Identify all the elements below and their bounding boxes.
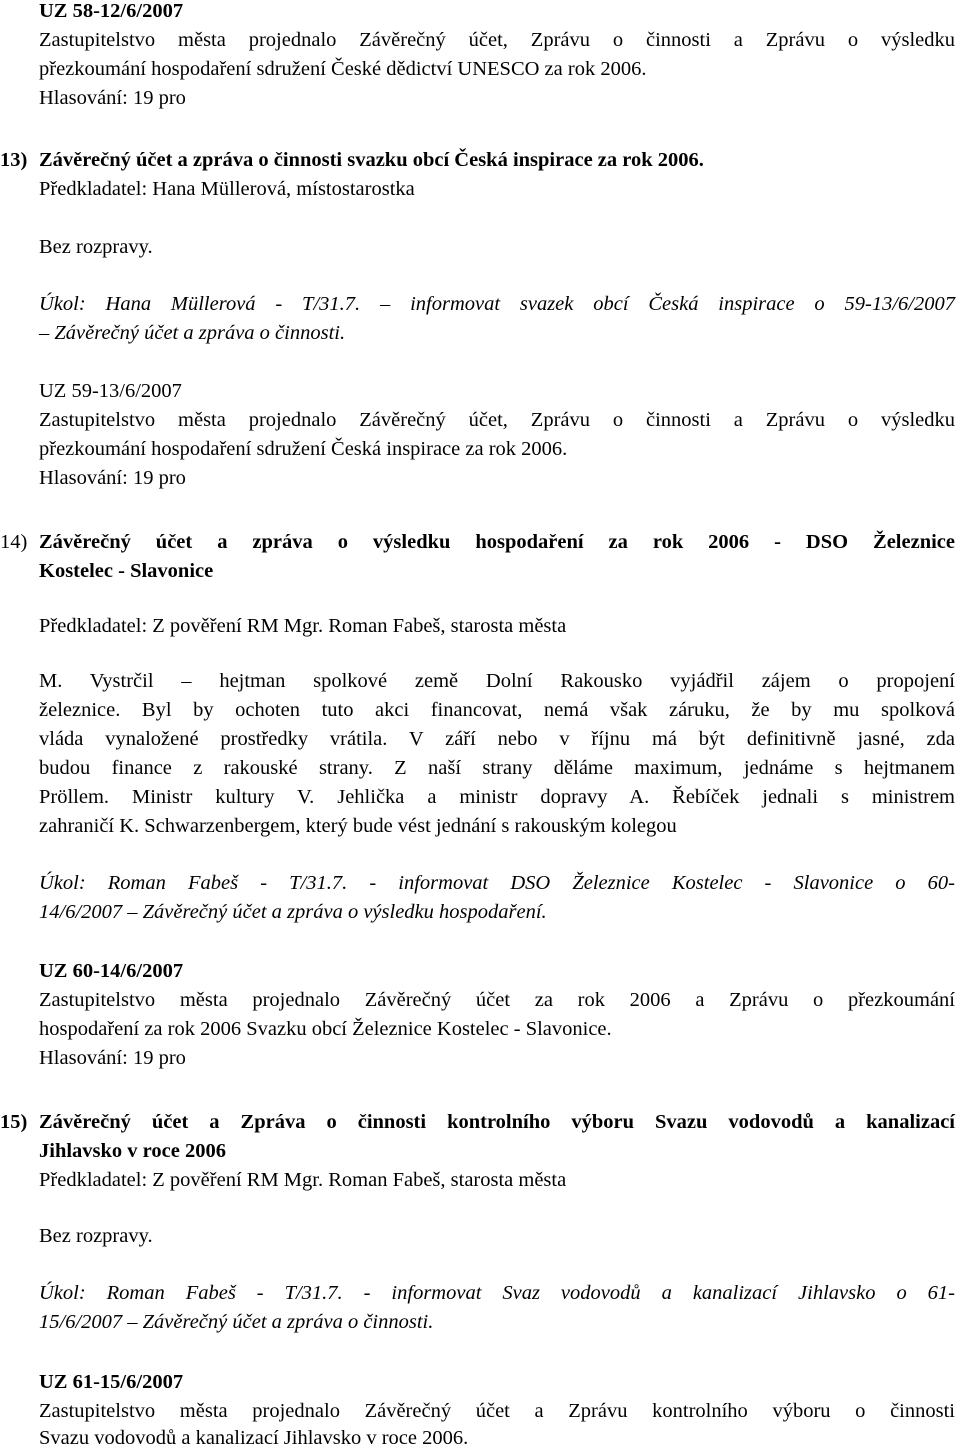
agenda-item-14-title-line1: Závěrečný účet a zpráva o výsledku hospodaření za rok 2006 - DSO Železnice <box>39 531 955 553</box>
task-14-line2: 14/6/2007 – Závěrečný účet a zpráva o výsledku hospodaření. <box>39 901 547 923</box>
resolution-text-61-line2: Svazu vodovodů a kanalizací Jihlavsko v roce 2006. <box>39 1427 469 1449</box>
discussion-paragraph-14 <box>39 667 955 841</box>
agenda-item-15-number: 15) <box>0 1111 28 1133</box>
resolution-text-60-line1: Zastupitelstvo města projednalo Závěrečný účet za rok 2006 a Zprávu o přezkoumání <box>39 989 955 1011</box>
discussion-line-4: budou finance z rakouské strany. Z naší strany děláme maximum, jednáme s hejtmanem <box>39 757 955 779</box>
resolution-heading-59: UZ 59-13/6/2007 <box>39 380 182 402</box>
task-15-line2: 15/6/2007 – Závěrečný účet a zpráva o činnosti. <box>39 1311 434 1333</box>
discussion-line-1: M. Vystrčil – hejtman spolkové země Dolní Rakousko vyjádřil zájem o propojení <box>39 670 955 692</box>
task-14-line1: Úkol: Roman Fabeš - T/31.7. - informovat DSO Železnice Kostelec - Slavonice o 60- <box>39 872 955 894</box>
presenter-15: Předkladatel: Z pověření RM Mgr. Roman Fabeš, starosta města <box>39 1169 567 1191</box>
resolution-text-58-line2: přezkoumání hospodaření sdružení České dědictví UNESCO za rok 2006. <box>39 58 647 80</box>
no-debate-15: Bez rozpravy. <box>39 1225 153 1247</box>
resolution-text-59-line2: přezkoumání hospodaření sdružení Česká inspirace za rok 2006. <box>39 438 568 460</box>
resolution-text-60-line2: hospodaření za rok 2006 Svazku obcí Železnice Kostelec - Slavonice. <box>39 1018 612 1040</box>
agenda-item-15-title-line2: Jihlavsko v roce 2006 <box>39 1140 226 1162</box>
task-13-line1: Úkol: Hana Müllerová - T/31.7. – informovat svazek obcí Česká inspirace o 59-13/6/2007 <box>39 293 955 315</box>
agenda-item-15-title-line1: Závěrečný účet a Zpráva o činnosti kontrolního výboru Svazu vodovodů a kanalizací <box>39 1111 955 1133</box>
presenter-13: Předkladatel: Hana Müllerová, místostarostka <box>39 178 415 200</box>
discussion-line-3: vláda vynaložené prostředky vrátila. V září nebo v říjnu má být definitivně jasné, zda <box>39 728 955 750</box>
discussion-line-6: zahraničí K. Schwarzenbergem, který bude vést jednání s rakouským kolegou <box>39 815 677 837</box>
vote-result-60: Hlasování: 19 pro <box>39 1047 186 1069</box>
resolution-heading-61: UZ 61-15/6/2007 <box>39 1371 184 1393</box>
resolution-heading-58: UZ 58-12/6/2007 <box>39 0 184 22</box>
resolution-text-58-line1: Zastupitelstvo města projednalo Závěrečný účet, Zprávu o činnosti a Zprávu o výsledku <box>39 29 955 51</box>
no-debate-13: Bez rozpravy. <box>39 236 153 258</box>
resolution-heading-60: UZ 60-14/6/2007 <box>39 960 184 982</box>
presenter-14: Předkladatel: Z pověření RM Mgr. Roman Fabeš, starosta města <box>39 615 567 637</box>
discussion-line-5: Pröllem. Ministr kultury V. Jehlička a ministr dopravy A. Řebíček jednali s ministrem <box>39 786 955 808</box>
resolution-text-61-line1: Zastupitelstvo města projednalo Závěrečný účet a Zprávu kontrolního výboru o činnosti <box>39 1400 955 1422</box>
agenda-item-13-number: 13) <box>0 149 28 171</box>
discussion-line-2: železnice. Byl by ochoten tuto akci financovat, nemá však záruku, že by mu spolková <box>39 699 955 721</box>
agenda-item-13-title: Závěrečný účet a zpráva o činnosti svazku obcí Česká inspirace za rok 2006. <box>39 149 704 171</box>
vote-result-59: Hlasování: 19 pro <box>39 467 186 489</box>
resolution-text-59-line1: Zastupitelstvo města projednalo Závěrečný účet, Zprávu o činnosti a Zprávu o výsledku <box>39 409 955 431</box>
agenda-item-14-number: 14) <box>0 531 28 553</box>
task-15-line1: Úkol: Roman Fabeš - T/31.7. - informovat Svaz vodovodů a kanalizací Jihlavsko o 61- <box>39 1282 955 1304</box>
agenda-item-14-title-line2: Kostelec - Slavonice <box>39 560 214 582</box>
vote-result-58: Hlasování: 19 pro <box>39 87 186 109</box>
task-13-line2: – Závěrečný účet a zpráva o činnosti. <box>39 322 346 344</box>
